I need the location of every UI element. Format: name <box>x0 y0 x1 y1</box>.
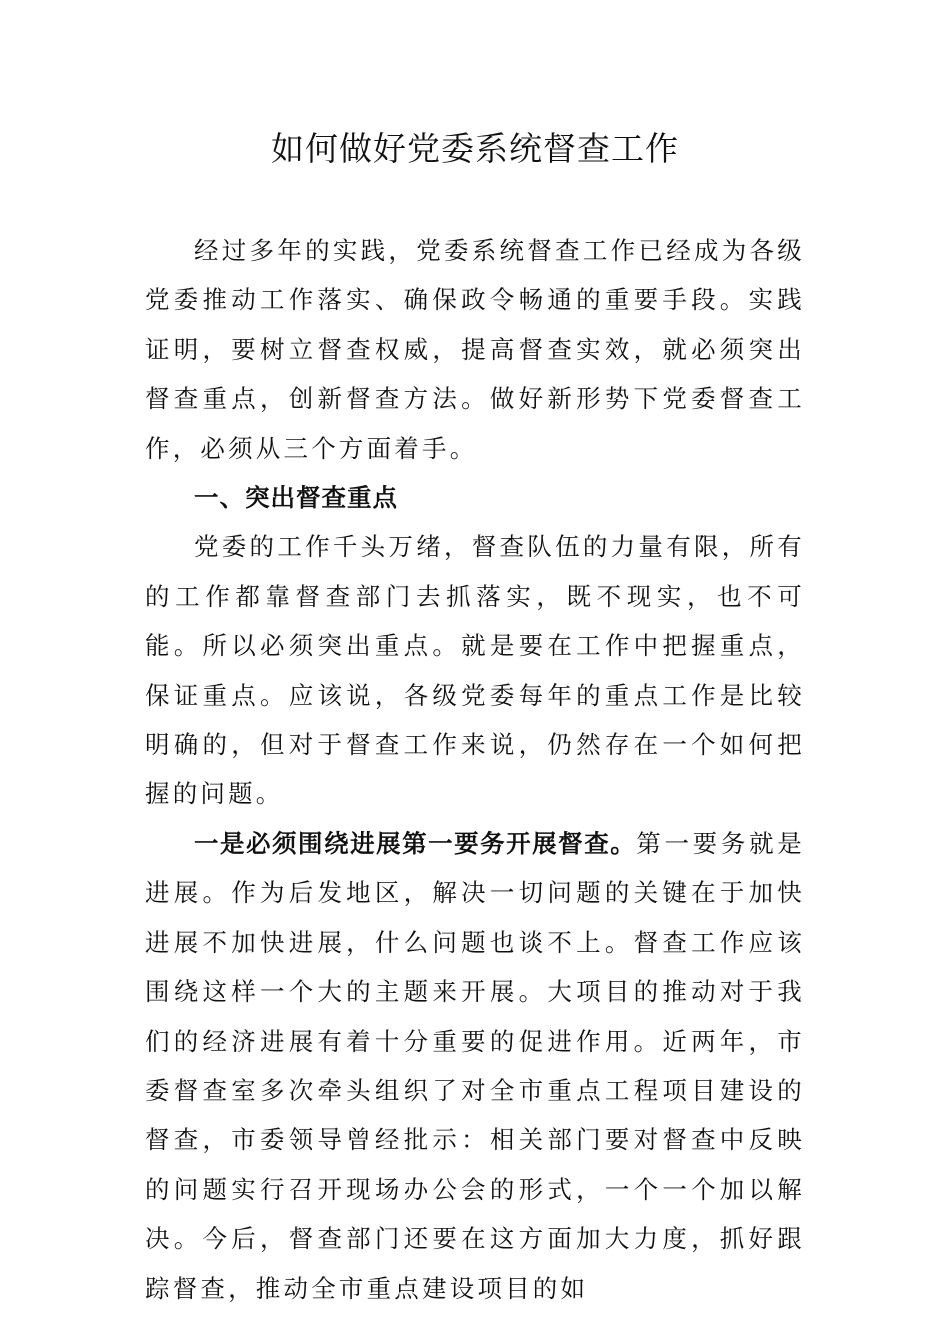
document-body <box>145 226 805 1313</box>
section-heading: 一、突出督查重点 <box>194 483 398 513</box>
section-paragraph: 党委的工作千头万绪，督查队伍的力量有限，所有的工作都靠督查部门去抓落实，既不现实，也不可能。所以必须突出重点。就是要在工作中把握重点，保证重点。应该说，各级党委每年的重点工作是比较明确的，但对于督查工作来说，仍然存在一个如何把握的问题。 <box>145 532 805 809</box>
document-title: 如何做好党委系统督查工作 <box>271 129 679 168</box>
point-lead-text: 一是必须围绕进展第一要务开展督查。 <box>194 828 637 858</box>
point-body-text: 第一要务就是进展。作为后发地区，解决一切问题的关键在于加快进展不加快进展，什么问题也谈不上。督查工作应该围绕这样一个大的主题来开展。大项目的推动对于我们的经济进展有着十分重要的促进作用。近两年，市委督查室多次牵头组织了对全市重点工程项目建设的督查，市委领导曾经批示：相关部门要对督查中反映的问题实行召开现场办公会的形式，一个一个加以解决。今后，督查部门还要在这方面加大力度，抓好跟踪督查，推动全市重点建设项目的如 <box>145 828 806 1303</box>
point-paragraph <box>145 819 805 1313</box>
intro-paragraph: 经过多年的实践，党委系统督查工作已经成为各级党委推动工作落实、确保政令畅通的重要手段。实践证明，要树立督查权威，提高督查实效，就必须突出督查重点，创新督查方法。做好新形势下党委督查工作，必须从三个方面着手。 <box>145 236 805 463</box>
